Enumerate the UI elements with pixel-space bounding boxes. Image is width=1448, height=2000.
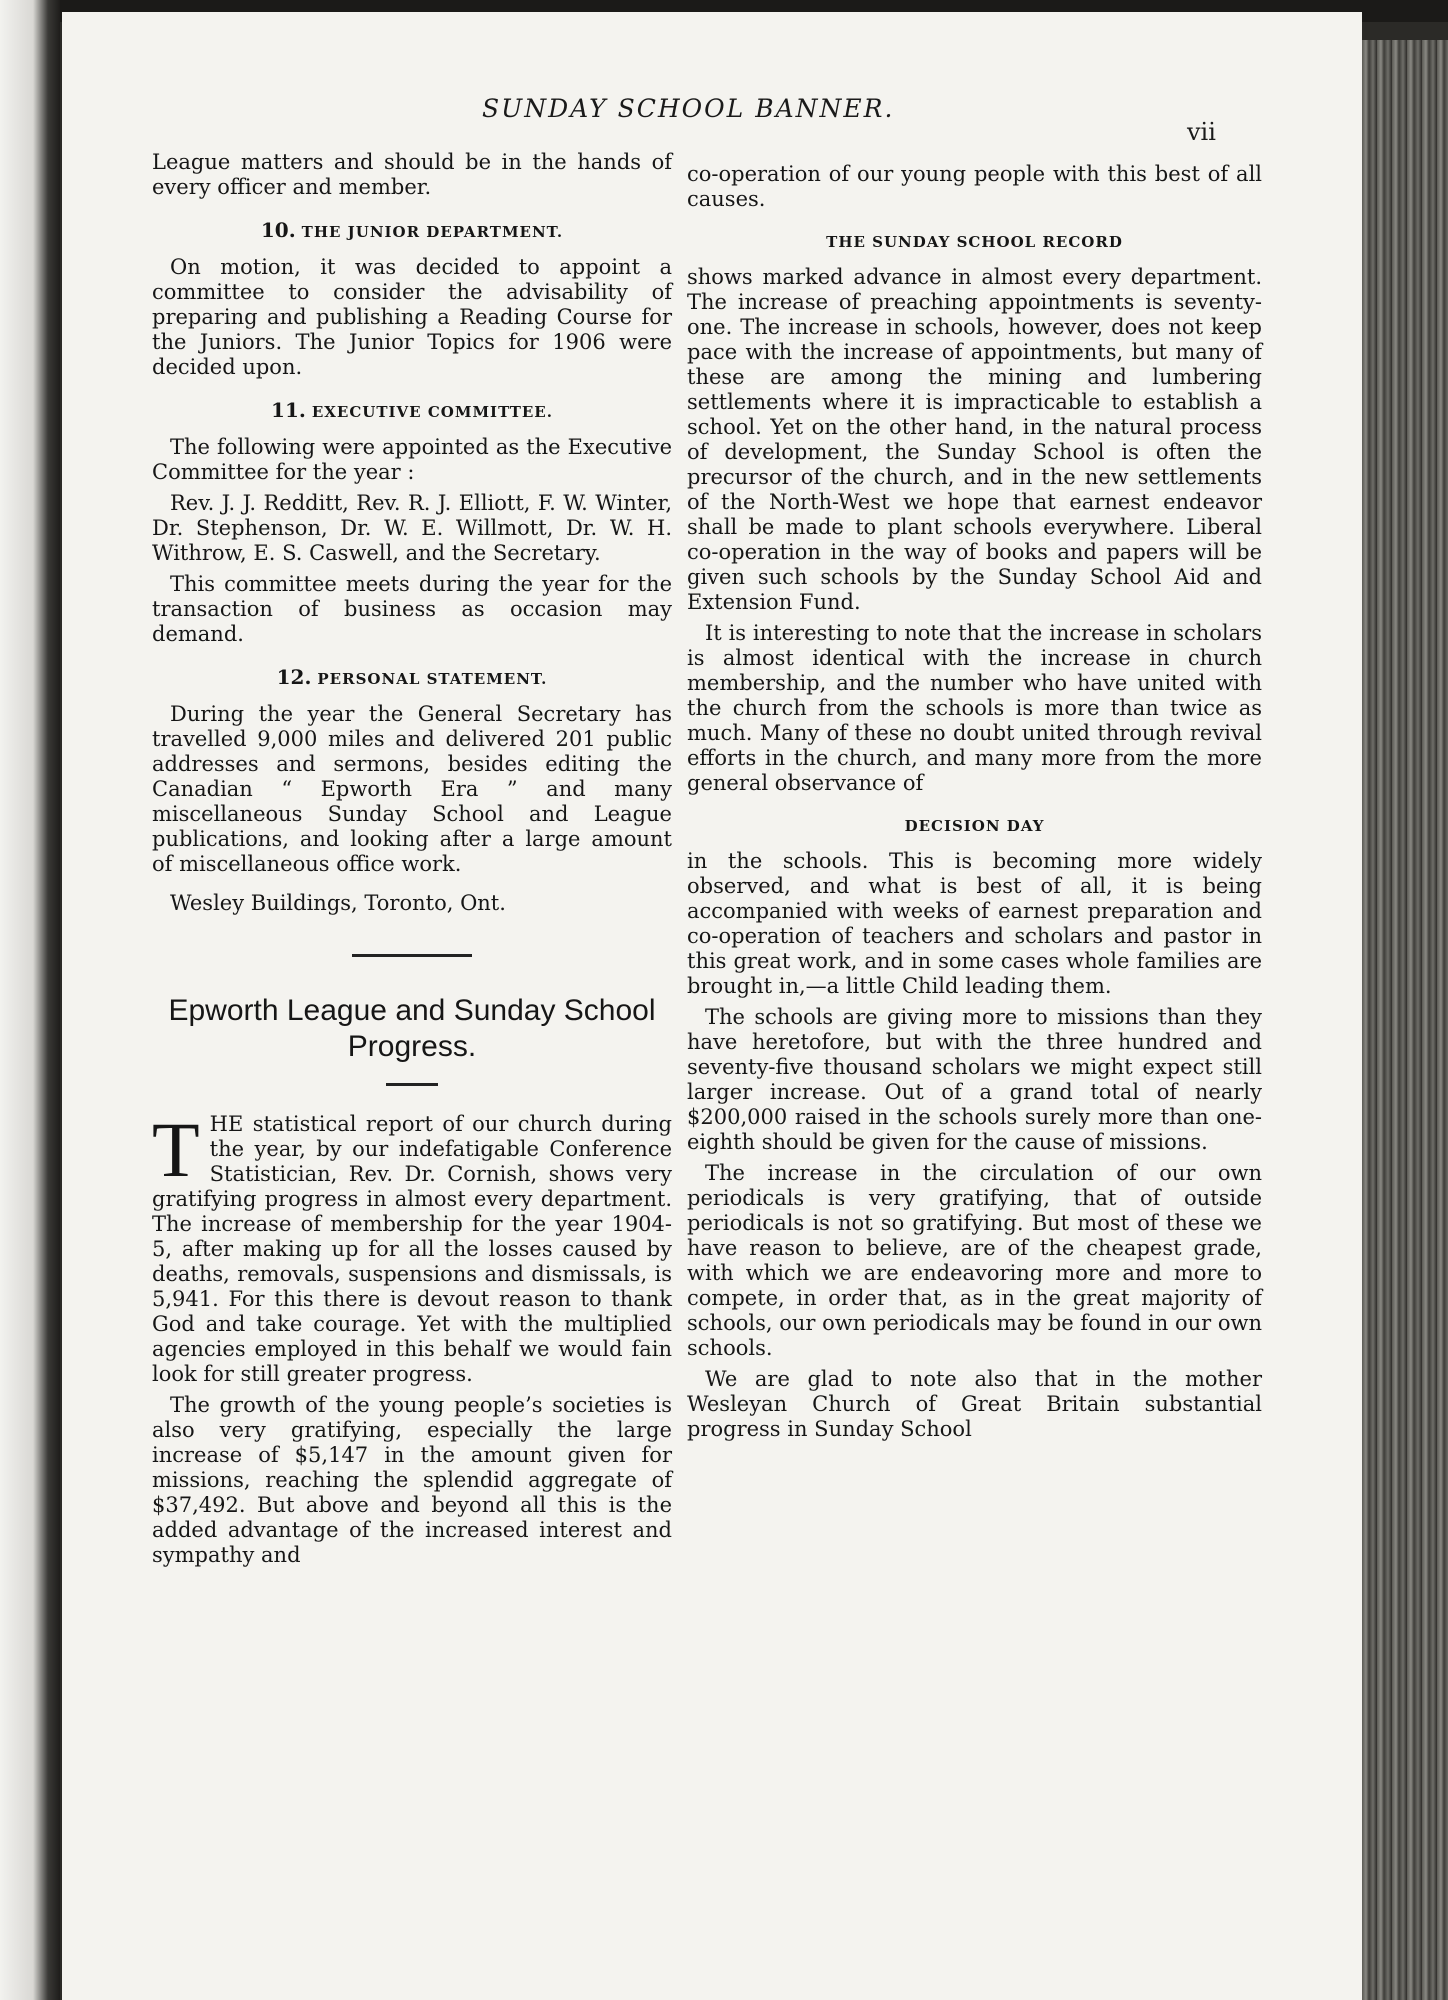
paragraph: The growth of the young people’s societies is also very gratifying, especially the large increase of $5,147 in the amount given for missions, reaching the splendid aggregate of $37,492. But above and beyond all this is the added advantage of the increased interest and sympathy and	[152, 1393, 672, 1567]
paragraph: Rev. J. J. Redditt, Rev. R. J. Elliott, F. W. Winter, Dr. Stephenson, Dr. W. E. Willmott, Dr. W. H. Withrow, E. S. Caswell, and the Secretary.	[152, 491, 672, 565]
left-intro-paragraph: League matters and should be in the hands of every officer and member.	[152, 150, 672, 199]
right-intro-paragraph: co-operation of our young people with this best of all causes.	[687, 162, 1262, 211]
section-heading-executive-committee	[152, 398, 672, 425]
paragraph: The increase in the circulation of our own periodicals is very gratifying, that of outside periodicals is not so gratifying. But most of these we have reason to believe, are of the cheapest grade, with which we are endeavoring more and more to compete, in order that, as in the great majority of schools, our own periodicals may be found in our own schools.	[687, 1161, 1262, 1360]
page-number: vii	[1187, 118, 1216, 146]
paragraph: We are glad to note also that in the mother Wesleyan Church of Great Britain substantial progress in Sunday School	[687, 1367, 1262, 1441]
paragraph: During the year the General Secretary has travelled 9,000 miles and delivered 201 public addresses and sermons, besides editing the Canadian “ Epworth Era ” and many miscellaneous Sunday School and League publications, and looking after a large amount of miscellaneous office work.	[152, 702, 672, 876]
paragraph: It is interesting to note that the increase in scholars is almost identical with the increase in church membership, and the number who have united with the church from the schools is more than twice as much. Many of these no doubt united through revival efforts in the church, and many more from the more general observance of	[687, 621, 1262, 795]
paragraph: in the schools. This is becoming more widely observed, and what is best of all, it is being accompanied with weeks of earnest preparation and co-operation of teachers and scholars and pastor in this great work, and in some cases whole families are brought in,—a little Child leading them.	[687, 849, 1262, 998]
section-number: 10.	[260, 218, 296, 242]
article-title	[152, 993, 672, 1065]
document-page	[62, 12, 1362, 2000]
article-title-line-2: Progress.	[347, 1030, 477, 1063]
paragraph: The following were appointed as the Executive Committee for the year :	[152, 435, 672, 484]
section-title: PERSONAL STATEMENT.	[317, 670, 548, 688]
article-first-paragraph	[152, 1106, 672, 1387]
right-column	[687, 162, 1262, 1448]
article-title-line-1: Epworth League and Sunday School	[168, 994, 656, 1027]
section-title: THE JUNIOR DEPARTMENT.	[301, 223, 564, 241]
paragraph: shows marked advance in almost every department. The increase of preaching appointments is seventy-one. The increase in schools, however, does not keep pace with the increase of appointments, but many of these are among the mining and lumbering settlements where it is impracticable to establish a school. Yet on the other hand, in the natural process of development, the Sunday School is often the precursor of the church, and in the new settlements of the North-West we hope that earnest endeavor shall be made to plant schools everywhere. Liberal co-operation in the way of books and papers will be given such schools by the Sunday School Aid and Extension Fund.	[687, 265, 1262, 614]
divider-rule-short	[386, 1083, 438, 1086]
divider-rule	[352, 954, 472, 957]
paragraph: The schools are giving more to missions than they have heretofore, but with the three hundred and seventy-five thousand scholars we might expect still larger increase. Out of a grand total of nearly $200,000 raised in the schools surely more than one-eighth should be given for the cause of missions.	[687, 1005, 1262, 1154]
article-first-paragraph-text: HE statistical report of our church during the year, by our indefatigable Conference Statistician, Rev. Dr. Cornish, shows very gratifying progress in almost every department. The increase of membership for the year 1904-5, after making up for all the losses caused by deaths, removals, suspensions and dismissals, is 5,941. For this there is devout reason to thank God and take courage. Yet with the multiplied agencies employed in this behalf we would fain look for still greater progress.	[152, 1112, 672, 1386]
section-number: 11.	[271, 398, 306, 422]
scan-border-left	[0, 0, 60, 2000]
section-heading-junior-department	[152, 218, 672, 245]
paragraph: This committee meets during the year for the transaction of business as occasion may demand.	[152, 572, 672, 646]
drop-cap: T	[152, 1106, 200, 1193]
section-number: 12.	[276, 665, 312, 689]
left-column	[152, 150, 672, 1574]
running-head: SUNDAY SCHOOL BANNER.	[482, 94, 895, 123]
signature-address: Wesley Buildings, Toronto, Ont.	[170, 891, 506, 915]
section-title: EXECUTIVE COMMITTEE.	[311, 403, 553, 421]
section-heading-sunday-school-record: THE SUNDAY SCHOOL RECORD	[826, 233, 1123, 251]
paragraph: On motion, it was decided to appoint a committee to consider the advisability of preparing and publishing a Reading Course for the Juniors. The Junior Topics for 1906 were decided upon.	[152, 255, 672, 379]
book-spine-shadow	[1362, 40, 1448, 2000]
section-heading-personal-statement	[152, 665, 672, 692]
section-heading-decision-day: DECISION DAY	[904, 817, 1045, 835]
